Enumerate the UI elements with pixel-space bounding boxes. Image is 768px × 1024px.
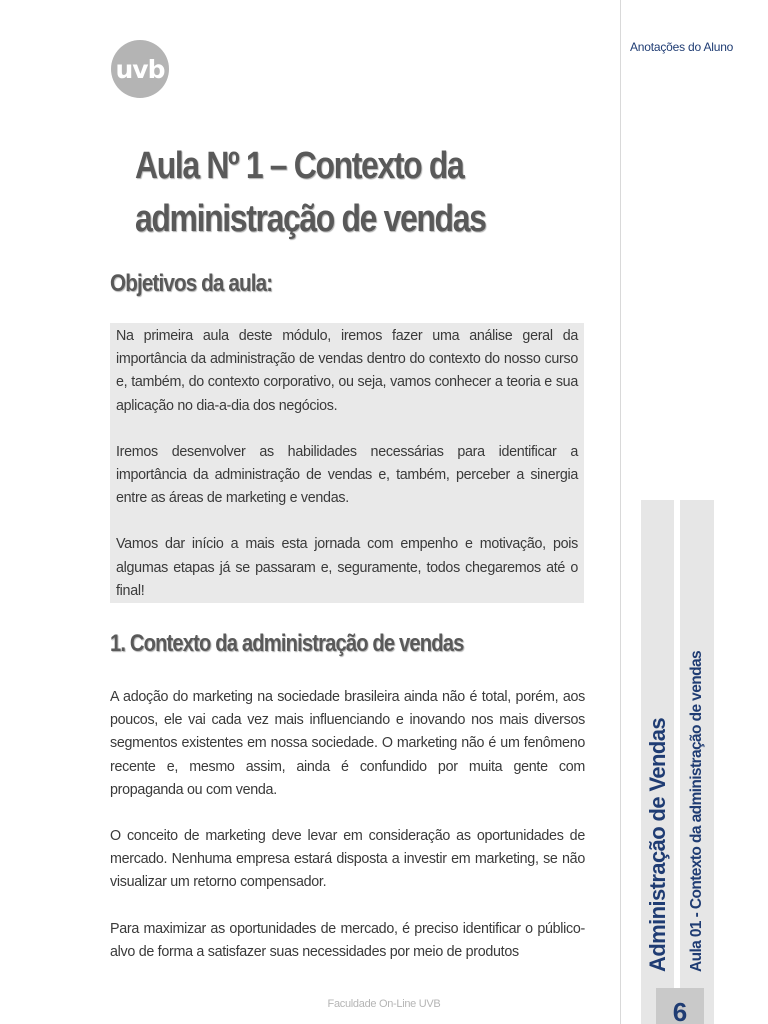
objectives-paragraph: Na primeira aula deste módulo, iremos fazer uma análise geral da importância da administração de vendas dentro do contexto do nosso curso e, também, do contexto corporativo, ou seja, vamos conhecer a teoria e sua aplicação no dia-a-dia dos negócios. — [116, 328, 578, 414]
lesson-title-vertical: Aula 01 - Contexto da administração de vendas — [688, 651, 705, 972]
margin-divider — [620, 0, 621, 1024]
lesson-title: Aula Nº 1 – Contexto da administração de vendas — [135, 145, 486, 240]
objectives-heading: Objetivos da aula: — [110, 270, 273, 297]
page-number: 6 — [672, 997, 688, 1024]
course-title-vertical: Administração de Vendas — [645, 718, 670, 972]
body-paragraph: Para maximizar as oportunidades de mercado, é preciso identificar o público-alvo de forma a satisfazer suas necessidades por meio de produtos — [110, 920, 585, 960]
uvb-logo — [111, 40, 169, 98]
student-notes-label: Anotações do Aluno — [630, 40, 734, 54]
section-body — [110, 686, 585, 987]
page-footer: Faculdade On-Line UVB — [327, 998, 441, 1010]
body-paragraph: O conceito de marketing deve levar em consideração as oportunidades de mercado. Nenhuma empresa estará disposta a investir em marketing, se não visualizar um retorno compensador. — [110, 828, 585, 891]
body-paragraph: A adoção do marketing na sociedade brasileira ainda não é total, porém, aos poucos, ele vai cada vez mais influenciando e inovando nos mais diversos segmentos existentes em nossa sociedade. O marketing não é um fenômeno recente e, mesmo assim, ainda é confundido por muita gente com propaganda ou com venda. — [110, 689, 585, 798]
objectives-box — [110, 323, 584, 603]
logo-text: uvb — [115, 54, 165, 84]
objectives-paragraph: Iremos desenvolver as habilidades necessárias para identificar a importância da administração de vendas e, também, perceber a sinergia entre as áreas de marketing e vendas. — [116, 443, 578, 507]
objectives-paragraph: Vamos dar início a mais esta jornada com empenho e motivação, pois algumas etapas já se passaram e, seguramente, todos chegaremos até o final! — [116, 536, 578, 599]
section-heading: 1. Contexto da administração de vendas — [110, 630, 464, 657]
page-number-box — [656, 988, 704, 1024]
